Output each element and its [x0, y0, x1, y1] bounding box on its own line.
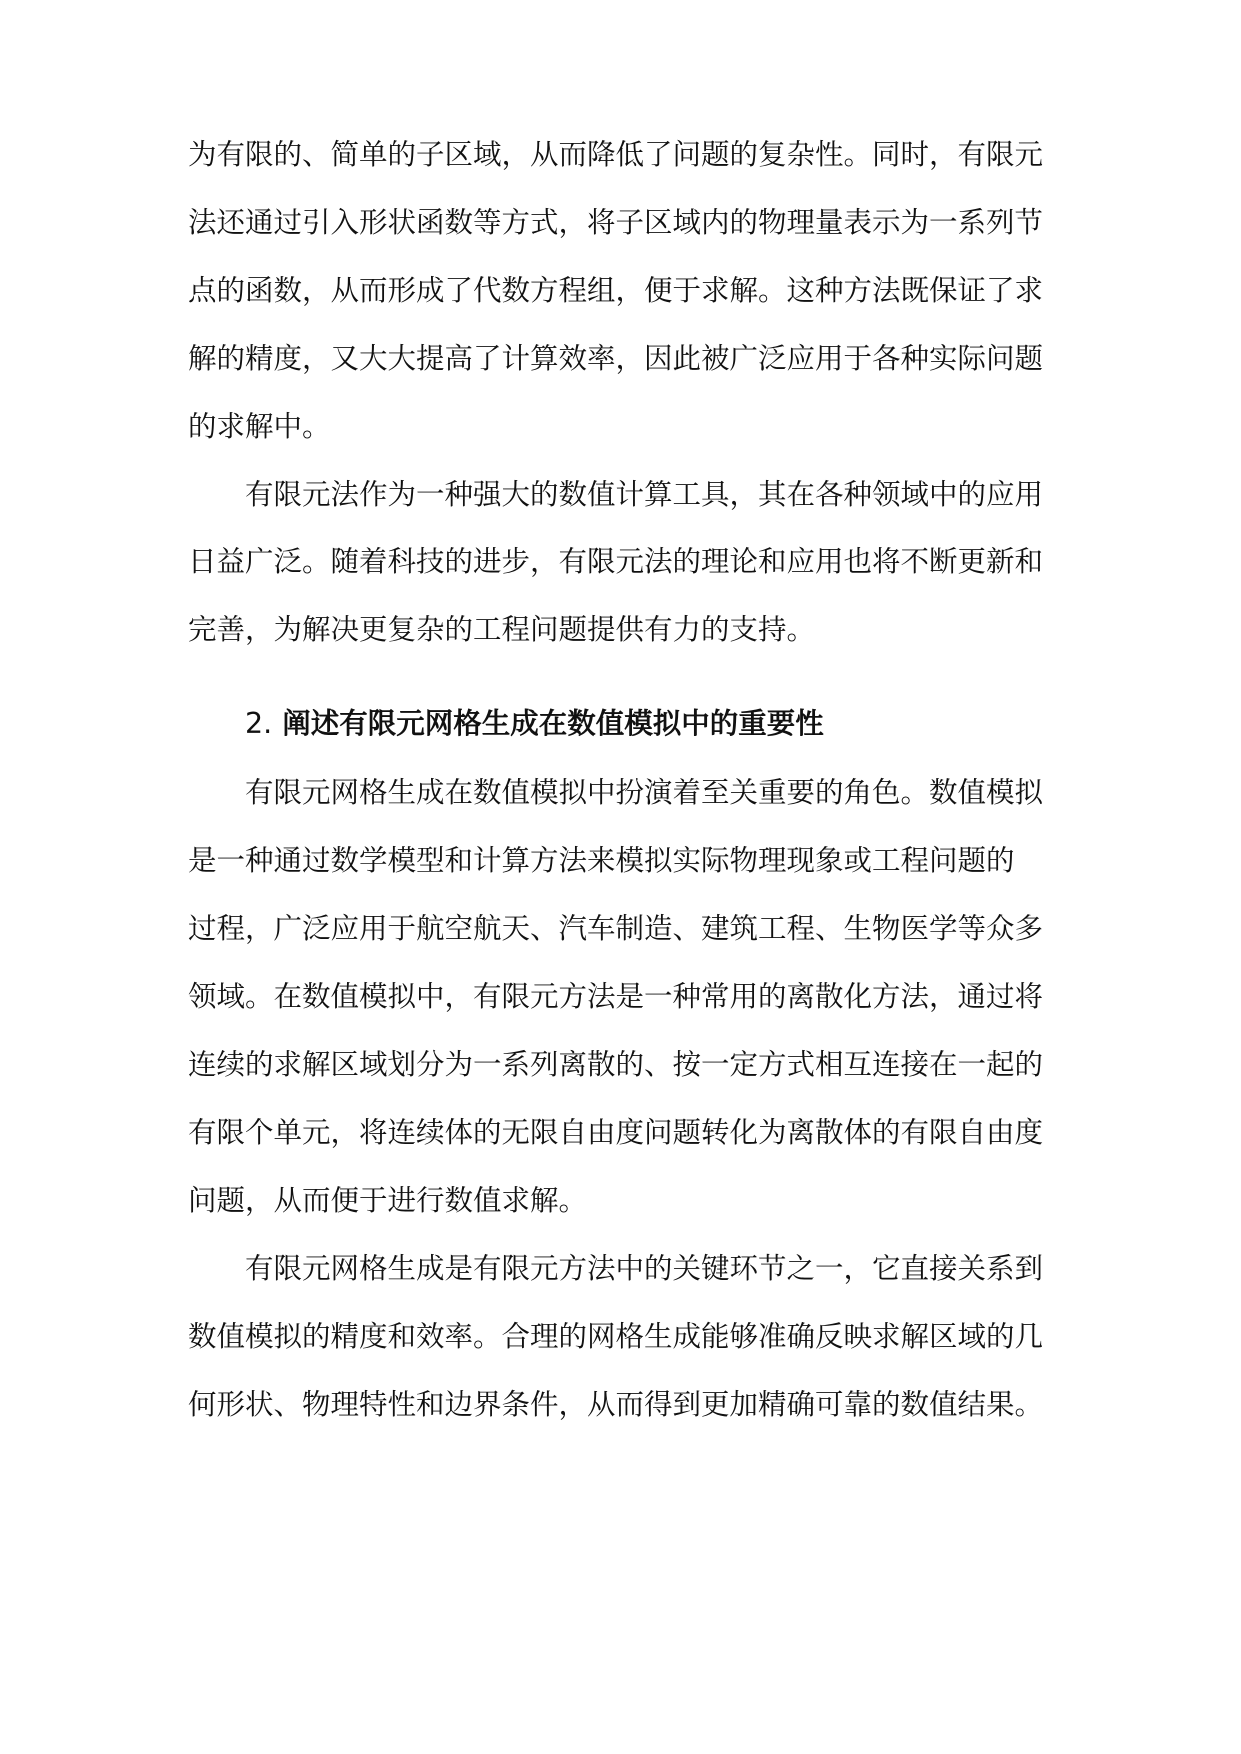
paragraph-line: 完善，为解决更复杂的工程问题提供有力的支持。: [188, 613, 816, 646]
paragraph-line: 过程，广泛应用于航空航天、汽车制造、建筑工程、生物医学等众多: [188, 912, 1044, 945]
paragraph-line: 数值模拟的精度和效率。合理的网格生成能够准确反映求解区域的几: [188, 1320, 1044, 1353]
paragraph-line: 问题，从而便于进行数值求解。: [188, 1184, 588, 1217]
section-heading: [245, 704, 1058, 744]
paragraph-line: 是一种通过数学模型和计算方法来模拟实际物理现象或工程问题的: [188, 844, 1015, 877]
paragraph-line: 日益广泛。随着科技的进步，有限元法的理论和应用也将不断更新和: [188, 545, 1044, 578]
paragraph-line: 有限元网格生成在数值模拟中扮演着至关重要的角色。数值模拟: [245, 776, 1044, 809]
paragraph-line: 点的函数，从而形成了代数方程组，便于求解。这种方法既保证了求: [188, 274, 1044, 307]
section-number: 2.: [245, 707, 273, 740]
paragraph-line: 的求解中。: [188, 410, 331, 443]
paragraph-line: 有限个单元，将连续体的无限自由度问题转化为离散体的有限自由度: [188, 1116, 1044, 1149]
section-title: 阐述有限元网格生成在数值模拟中的重要性: [282, 707, 824, 740]
paragraph-line: 为有限的、简单的子区域，从而降低了问题的复杂性。同时，有限元: [188, 138, 1044, 171]
paragraph-line: 有限元法作为一种强大的数值计算工具，其在各种领域中的应用: [245, 478, 1044, 511]
paragraph-line: 领域。在数值模拟中，有限元方法是一种常用的离散化方法，通过将: [188, 980, 1044, 1013]
paragraph-line: 法还通过引入形状函数等方式，将子区域内的物理量表示为一系列节: [188, 206, 1044, 239]
paragraph-line: 连续的求解区域划分为一系列离散的、按一定方式相互连接在一起的: [188, 1048, 1044, 1081]
paragraph-line: 解的精度，又大大提高了计算效率，因此被广泛应用于各种实际问题: [188, 342, 1044, 375]
paragraph-line: 何形状、物理特性和边界条件，从而得到更加精确可靠的数值结果。: [188, 1388, 1044, 1421]
paragraph-line: 有限元网格生成是有限元方法中的关键环节之一，它直接关系到: [245, 1252, 1044, 1285]
